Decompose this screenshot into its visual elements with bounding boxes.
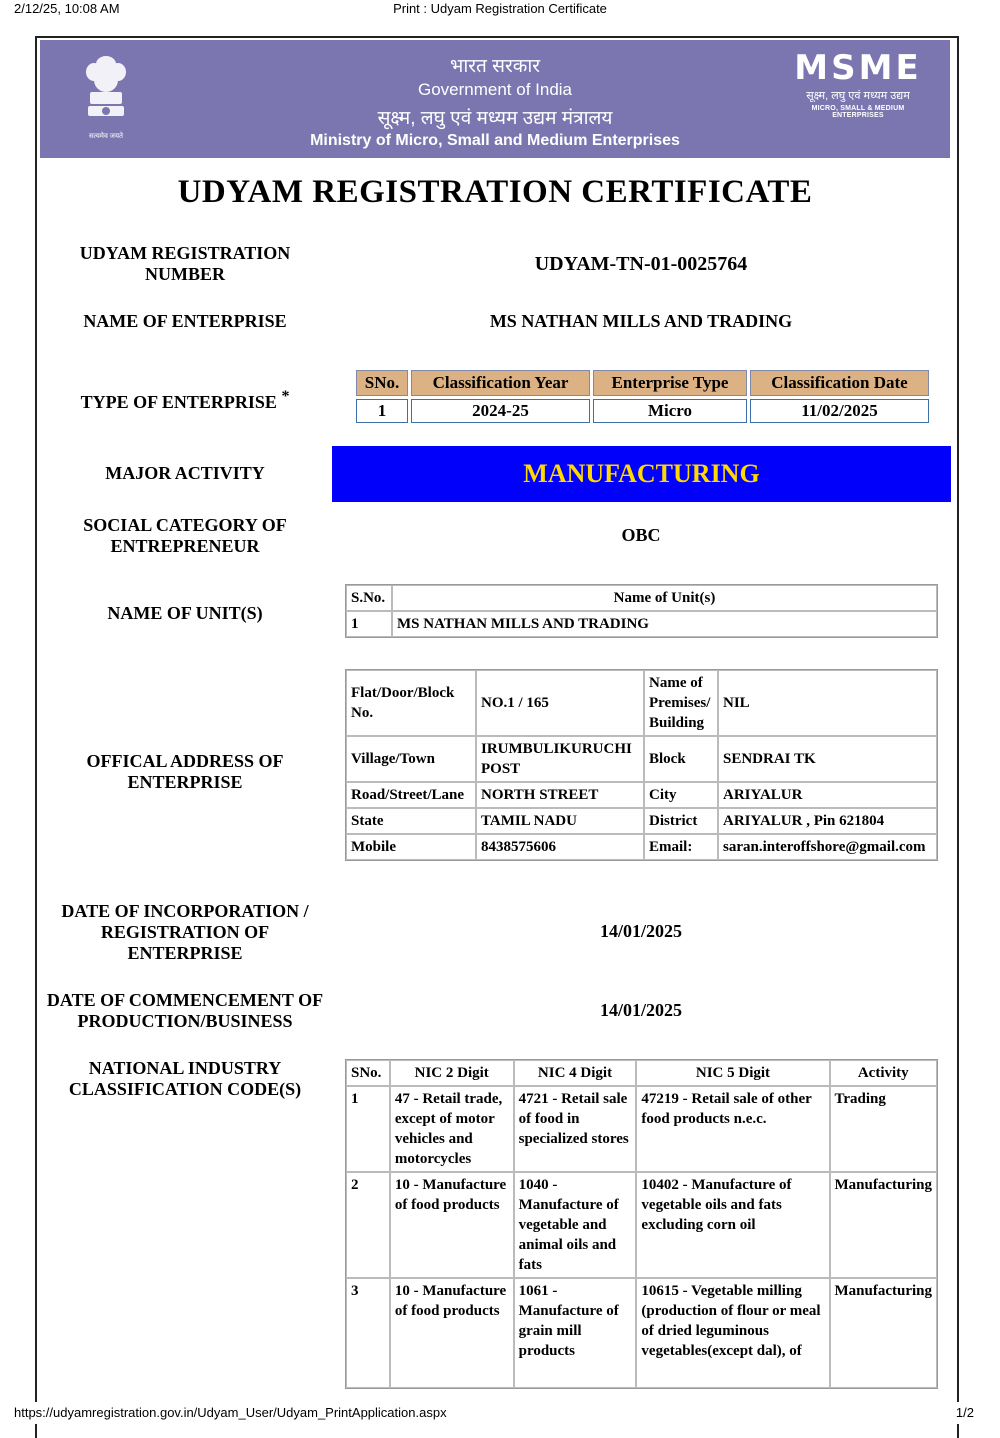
nic-header-activity: Activity — [830, 1060, 938, 1086]
print-url: https://udyamregistration.gov.in/Udyam_User/Udyam_PrintApplication.aspx — [14, 1405, 447, 1420]
units-header-name: Name of Unit(s) — [392, 585, 937, 611]
registration-number: UDYAM-TN-01-0025764 — [534, 253, 748, 275]
svg-text:सत्यमेव जयते: सत्यमेव जयते — [88, 133, 124, 140]
address-table — [345, 669, 938, 861]
banner-hindi-ministry: सूक्ष्म, लघु एवं मध्यम उद्यम मंत्रालय — [377, 108, 613, 129]
print-datetime: 2/12/25, 10:08 AM — [14, 1, 120, 16]
msme-logo-text: MSME — [794, 48, 922, 88]
social-category: OBC — [621, 525, 661, 545]
type-header-year: Classification Year — [411, 370, 590, 396]
major-activity: MANUFACTURING — [332, 446, 951, 502]
label-address: OFFICAL ADDRESS OF ENTERPRISE — [86, 751, 284, 792]
label-units: NAME OF UNIT(S) — [107, 603, 263, 623]
table-row: State TAMIL NADU District ARIYALUR , Pin 621804 — [346, 808, 937, 834]
units-header-sno: S.No. — [346, 585, 392, 611]
label-major-activity: MAJOR ACTIVITY — [105, 463, 265, 483]
table-row: Mobile 8438575606 Email: saran.interoffshore@gmail.com — [346, 834, 937, 860]
nic-header-5digit: NIC 5 Digit — [636, 1060, 829, 1086]
govt-banner — [40, 40, 950, 158]
nic-header-2digit: NIC 2 Digit — [390, 1060, 514, 1086]
page-number: 1/2 — [955, 1405, 974, 1420]
enterprise-type-table — [353, 367, 932, 426]
label-social-category: SOCIAL CATEGORY OF ENTREPRENEUR — [83, 515, 287, 556]
type-header-date: Classification Date — [750, 370, 929, 396]
table-row: 3 10 - Manufacture of food products 1061 - Manufacture of grain mill products 10615 - Vegetable milling (production of flour or meal of dried leguminous vegetables(except dal), of Manufacturing — [346, 1278, 937, 1388]
msme-hindi-text: सूक्ष्म, लघु एवं मध्यम उद्यम — [806, 90, 910, 102]
enterprise-name: MS NATHAN MILLS AND TRADING — [489, 311, 793, 331]
msme-logo — [788, 50, 928, 119]
certificate-title: UDYAM REGISTRATION CERTIFICATE — [177, 174, 813, 210]
banner-hindi-govt: भारत सरकार — [449, 56, 541, 77]
table-row: Road/Street/Lane NORTH STREET City ARIYALUR — [346, 782, 937, 808]
commencement-date: 14/01/2025 — [599, 1000, 682, 1020]
label-commencement-date: DATE OF COMMENCEMENT OF PRODUCTION/BUSINESS — [46, 990, 324, 1031]
nic-header-sno: SNo. — [346, 1060, 390, 1086]
label-enterprise-name: NAME OF ENTERPRISE — [83, 311, 287, 331]
type-header-type: Enterprise Type — [593, 370, 747, 396]
print-footer — [0, 1402, 1000, 1424]
msme-sub-text: MICRO, SMALL & MEDIUM ENTERPRISES — [811, 105, 905, 119]
label-registration-number: UDYAM REGISTRATION NUMBER — [79, 243, 291, 284]
table-row: Flat/Door/Block No. NO.1 / 165 Name of Premises/ Building NIL — [346, 670, 937, 736]
table-row: 2 10 - Manufacture of food products 1040 - Manufacture of vegetable and animal oils and fats 10402 - Manufacture of vegetable oils and fats excluding corn oil Manufacturing — [346, 1172, 937, 1278]
label-nic-codes: NATIONAL INDUSTRY CLASSIFICATION CODE(S) — [68, 1058, 302, 1099]
banner-ministry: Ministry of Micro, Small and Medium Enterprises — [310, 132, 680, 149]
table-row: 1 47 - Retail trade, except of motor vehicles and motorcycles 4721 - Retail sale of food in specialized stores 47219 - Retail sale of other food products n.e.c. Trading — [346, 1086, 937, 1172]
type-header-sno: SNo. — [356, 370, 408, 396]
label-enterprise-type: TYPE OF ENTERPRISE * — [80, 388, 290, 412]
table-row: 1 MS NATHAN MILLS AND TRADING — [346, 611, 937, 637]
incorporation-date: 14/01/2025 — [599, 921, 682, 941]
print-title: Print : Udyam Registration Certificate — [393, 1, 607, 16]
nic-header-4digit: NIC 4 Digit — [514, 1060, 637, 1086]
units-table — [345, 584, 938, 638]
type-row: 1 2024-25 Micro 11/02/2025 — [356, 399, 929, 423]
label-incorporation-date: DATE OF INCORPORATION / REGISTRATION OF ENTERPRISE — [61, 901, 309, 963]
banner-govt: Government of India — [417, 80, 573, 99]
table-row: Village/Town IRUMBULIKURUCHI POST Block SENDRAI TK — [346, 736, 937, 782]
nic-table — [345, 1059, 938, 1389]
print-header — [0, 0, 1000, 22]
